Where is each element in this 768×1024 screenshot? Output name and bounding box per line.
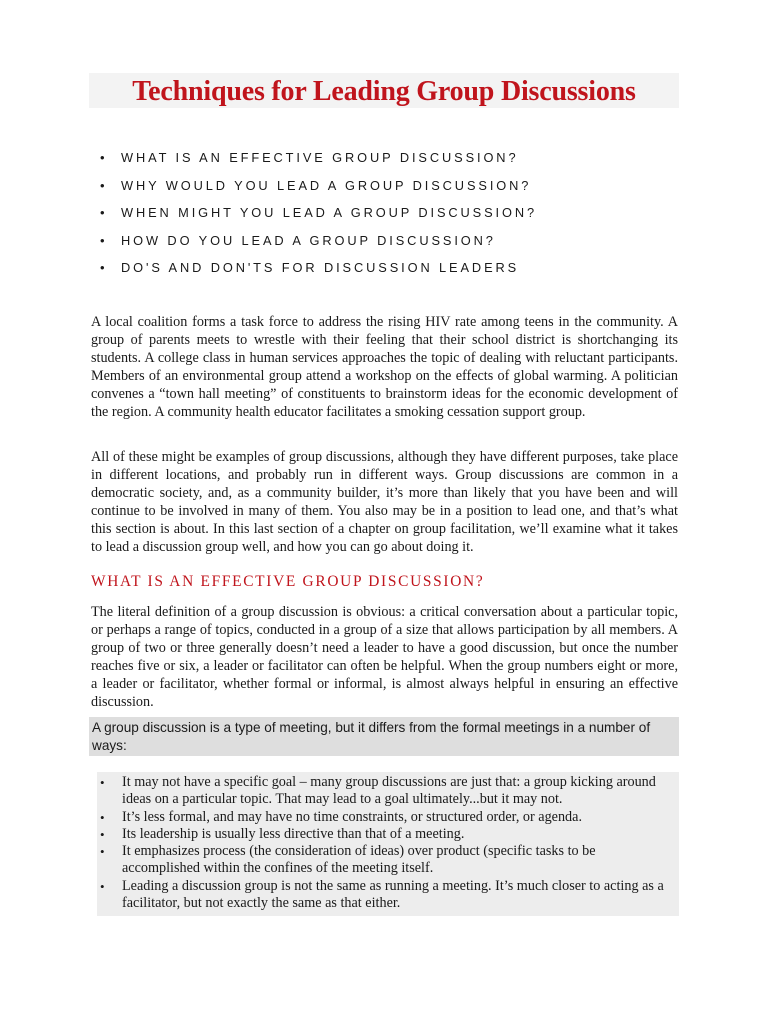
- bullet-icon: •: [100, 232, 105, 248]
- list-item: [97, 772, 679, 809]
- toc-item-label: WHY WOULD YOU LEAD A GROUP DISCUSSION?: [121, 177, 532, 193]
- bullet-icon: •: [100, 260, 105, 275]
- toc-item[interactable]: [100, 199, 537, 227]
- intro-paragraph: A local coalition forms a task force to address the rising HIV rate among teens in the community. A group of parents meets to wrestle with their feeling that their school district is shortchanging its students. A college class in human services approaches the topic of dealing with reluctant participants. Members of an environmental group attend a workshop on the effects of global warming. A politician convenes a “town hall meeting” of constituents to brainstorm ideas for the economic development of the region. A community health educator facilitates a smoking cessation support group.: [91, 314, 678, 420]
- list-item-text: It’s less formal, and may have no time constraints, or structured order, or agenda.: [122, 808, 582, 825]
- list-item-text: It may not have a specific goal – many group discussions are just that: a group kicking around ideas on a particular topic. That may lead to a goal ultimately...but it may not.: [122, 774, 656, 808]
- list-item: [97, 843, 679, 878]
- toc-item-label: DO'S AND DON'TS FOR DISCUSSION LEADERS: [121, 260, 520, 275]
- toc-item[interactable]: [100, 172, 537, 200]
- list-item: [97, 826, 679, 843]
- bullet-icon: •: [100, 809, 105, 825]
- list-item: [97, 809, 679, 826]
- list-item-text: Leading a discussion group is not the same as running a meeting. It’s much closer to acting as a facilitator, but not exactly the same as that either.: [122, 877, 664, 912]
- table-of-contents: [100, 144, 537, 282]
- toc-item-label: WHAT IS AN EFFECTIVE GROUP DISCUSSION?: [121, 150, 519, 165]
- bullet-icon: •: [100, 177, 105, 193]
- toc-item[interactable]: [100, 254, 537, 282]
- differences-box: [97, 772, 679, 916]
- definition-paragraph: The literal definition of a group discussion is obvious: a critical conversation about a particular topic, or perhaps a range of topics, conducted in a group of a size that allows participation by all members. A group of two or three generally doesn’t need a leader to have a good discussion, but once the number reaches five or six, a leader or facilitator can often be helpful. When the group numbers eight or more, a leader or facilitator, whether formal or informal, is almost always helpful in ensuring an effective discussion.: [91, 604, 678, 710]
- toc-item-label: HOW DO YOU LEAD A GROUP DISCUSSION?: [121, 232, 496, 248]
- bullet-icon: •: [100, 844, 105, 860]
- bullet-icon: •: [100, 205, 105, 220]
- toc-item[interactable]: [100, 227, 537, 255]
- bullet-icon: •: [100, 826, 105, 842]
- callout-text: A group discussion is a type of meeting, but it differs from the formal meetings in a number of ways:: [92, 720, 651, 753]
- toc-item-label: WHEN MIGHT YOU LEAD A GROUP DISCUSSION?: [121, 205, 538, 220]
- examples-paragraph: All of these might be examples of group discussions, although they have different purposes, take place in different locations, and probably run in different ways. Group discussions are common in a democratic society, and, as a community builder, it’s more than likely that you have been and will continue to be involved in many of them. You also may be in a position to lead one, and that’s what this section is about. In this last section of a chapter on group facilitation, we’ll examine what it takes to lead a discussion group well, and how you can go about doing it.: [91, 449, 678, 555]
- callout-box: [89, 717, 679, 756]
- list-item-text: Its leadership is usually less directive than that of a meeting.: [122, 825, 465, 842]
- page-title: Techniques for Leading Group Discussions: [132, 76, 636, 107]
- bullet-icon: •: [100, 150, 105, 165]
- section-heading: WHAT IS AN EFFECTIVE GROUP DISCUSSION?: [91, 573, 485, 590]
- list-item: [97, 878, 679, 913]
- list-item-text: It emphasizes process (the consideration of ideas) over product (specific tasks to be accomplished within the confines of the meeting itself.: [122, 843, 596, 877]
- bullet-icon: •: [100, 775, 105, 790]
- differences-list: [97, 772, 679, 912]
- bullet-icon: •: [100, 878, 105, 894]
- toc-item[interactable]: [100, 144, 537, 172]
